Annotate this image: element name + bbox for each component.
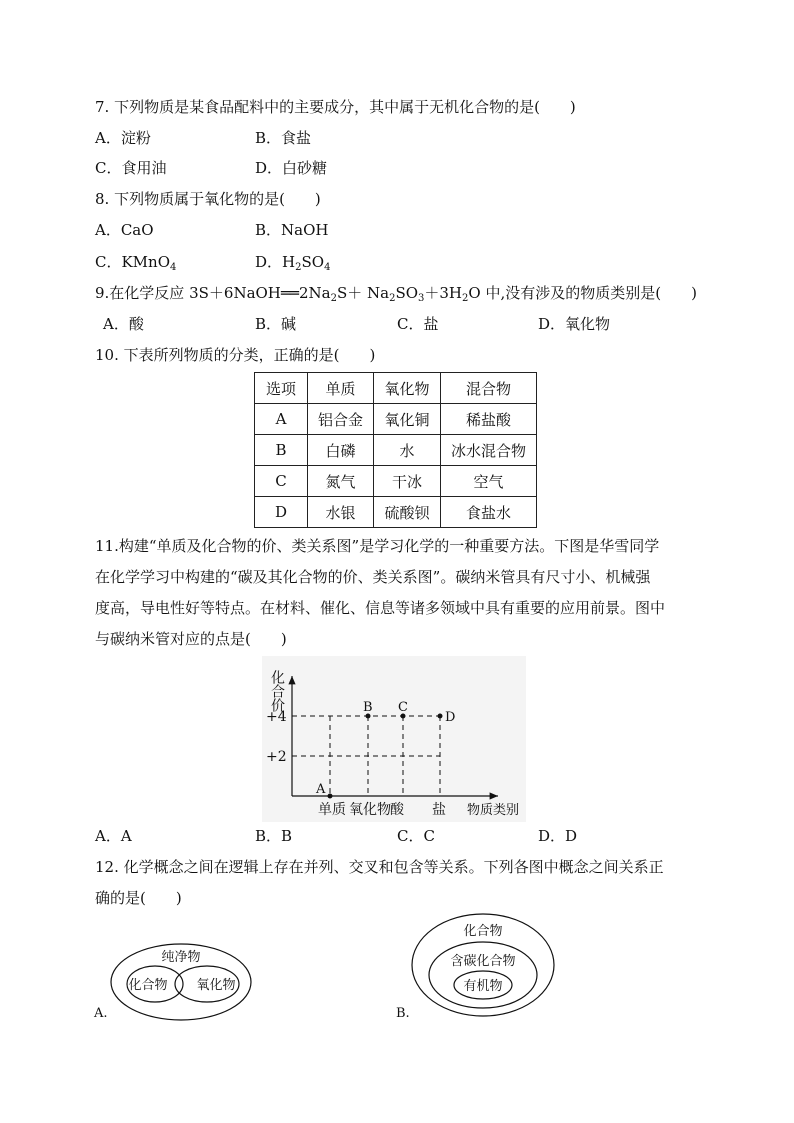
table-row [255, 435, 537, 466]
diagram-b-middle-label: 含碳化合物 [450, 954, 516, 969]
x-category-label: 单质 [318, 802, 346, 818]
table-cell: 食盐水 [441, 497, 537, 528]
table-cell: C [255, 466, 308, 497]
q7-option-a: A．淀粉 [95, 129, 151, 147]
q7-stem: 7. 下列物质是某食品配料中的主要成分，其中属于无机化合物的是( ) [95, 98, 576, 116]
q7-option-c: C．食用油 [95, 159, 167, 177]
q8-option-b: B．NaOH [255, 221, 329, 239]
diagram-a-outer-label: 纯净物 [161, 950, 201, 965]
table-cell: 水 [374, 435, 441, 466]
point-d [438, 714, 443, 719]
q11-option-d: D．D [538, 827, 578, 845]
x-category-label: 氧化物 [349, 802, 391, 818]
q11-stem-line-2: 在化学学习中构建的“碳及其化合物的价、类关系图”。碳纳米管具有尺寸小、机械强 [95, 568, 651, 586]
valence-class-chart [262, 656, 526, 822]
q9-option-d: D．氧化物 [538, 315, 611, 333]
nested-diagram-b [394, 908, 574, 1028]
y-tick-label: +2 [266, 749, 287, 765]
table-cell: 空气 [441, 466, 537, 497]
diagram-a-option-label: A. [94, 1006, 108, 1021]
table-row [255, 404, 537, 435]
point-a [328, 794, 333, 799]
q11-option-c: C．C [397, 827, 435, 845]
diagram-a-left-label: 化合物 [128, 978, 168, 993]
table-cell: 铝合金 [308, 404, 374, 435]
point-label: D [445, 710, 456, 725]
venn-diagram-a [90, 930, 270, 1030]
point-label: B [363, 700, 373, 715]
table-cell: 干冰 [374, 466, 441, 497]
q9-option-b: B．碱 [255, 315, 297, 333]
table-header: 氧化物 [374, 373, 441, 404]
q11-option-b: B．B [255, 827, 293, 845]
q11-stem-line-1: 11.构建“单质及化合物的价、类关系图”是学习化学的一种重要方法。下图是华雪同学 [95, 537, 660, 555]
q11-option-a: A．A [95, 827, 132, 845]
q11-stem-line-4: 与碳纳米管对应的点是( ) [95, 630, 287, 648]
q8-option-a: A．CaO [95, 221, 154, 239]
table-header: 混合物 [441, 373, 537, 404]
table-header-row [255, 373, 537, 404]
x-category-label: 盐 [432, 802, 446, 818]
table-cell: 冰水混合物 [441, 435, 537, 466]
table-cell: B [255, 435, 308, 466]
q9-option-c: C．盐 [397, 315, 439, 333]
q11-stem-line-3: 度高，导电性好等特点。在材料、催化、信息等诸多领域中具有重要的应用前景。图中 [95, 599, 666, 617]
point-label: A [316, 782, 326, 797]
table-cell: 白磷 [308, 435, 374, 466]
q12-stem-line-1: 12. 化学概念之间在逻辑上存在并列、交叉和包含等关系。下列各图中概念之间关系正 [95, 858, 664, 876]
y-tick-label: +4 [266, 709, 287, 725]
table-header: 选项 [255, 373, 308, 404]
table-cell: 硫酸钡 [374, 497, 441, 528]
diagram-b-outer-label: 化合物 [463, 924, 503, 939]
chart-x-label: 物质类别 [467, 803, 520, 818]
chart-svg [262, 656, 526, 822]
q7-option-d: D．白砂糖 [255, 159, 328, 177]
table-header: 单质 [308, 373, 374, 404]
table-cell: 氧化铜 [374, 404, 441, 435]
diagram-b-option-label: B. [396, 1006, 410, 1021]
table-cell: A [255, 404, 308, 435]
classification-table [254, 372, 537, 528]
diagram-a-right-label: 氧化物 [196, 978, 236, 993]
q8-option-d: D．$H_2SO_4$ [255, 253, 331, 273]
point-label: C [398, 700, 408, 715]
table-cell: D [255, 497, 308, 528]
q12-stem-line-2: 确的是( ) [95, 889, 182, 907]
table-row [255, 466, 537, 497]
table-cell: 稀盐酸 [441, 404, 537, 435]
table-row [255, 497, 537, 528]
x-category-label: 酸 [390, 802, 404, 818]
q9-option-a: A．酸 [103, 315, 144, 333]
diagram-b-inner-label: 有机物 [463, 979, 503, 994]
table-cell: 氮气 [308, 466, 374, 497]
q8-option-c: C．KMnO$_4$ [95, 253, 177, 273]
q10-stem: 10. 下表所列物质的分类，正确的是( ) [95, 346, 376, 364]
table-cell: 水银 [308, 497, 374, 528]
q7-option-b: B．食盐 [255, 129, 312, 147]
chart-y-label: 化合价 [269, 670, 285, 712]
q8-stem: 8. 下列物质属于氧化物的是( ) [95, 190, 321, 208]
q9-stem: 9.在化学反应 $3S+6NaOH══2Na_2S+ Na_2SO_3+3H_2O$ 中,没有涉及的物质类别是( ) [95, 284, 697, 304]
